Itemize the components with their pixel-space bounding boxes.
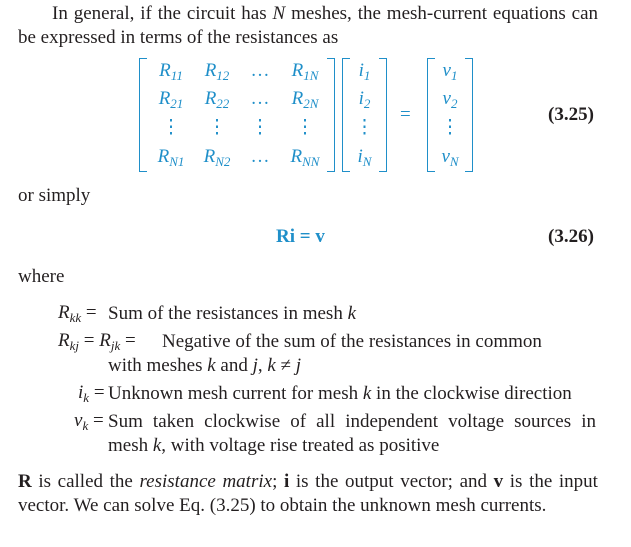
resistance-matrix [139,58,335,174]
equals-sign: = [400,104,411,125]
cell-vdots-2: ⋮ [207,117,227,138]
closing-paragraph [18,470,598,518]
equation-number-3-25: (3.25) [548,104,594,125]
cell-in: $i_N$ [357,146,372,169]
voltage-vector [427,58,473,174]
cell-r1n: $R_{1N}$ [291,60,319,83]
cell-r22: $R_{22}$ [204,88,230,111]
intro-paragraph [18,2,598,50]
or-simply-text: or simply [18,185,91,206]
cell-vn: $v_N$ [441,146,459,169]
compact-equation: Ri = v [276,226,325,247]
def-rhs-rkj-cont: with meshes k and j, k ≠ j [108,355,302,376]
cell-r12: $R_{12}$ [204,60,230,83]
def-lhs-rkj: $R_{kj} = R_{jk}$ = [58,330,136,353]
intro-text-1: In general, if the circuit has [52,3,273,24]
term-resistance-matrix: resistance matrix [139,471,273,492]
intro-text-2: meshes, the mesh-current equations can be expressed in terms of the resistances as [18,3,598,48]
def-lhs-rkk: $R_{kk}$ = [58,302,97,325]
term-v: v [493,471,504,492]
cell-v2: $v_2$ [442,88,458,111]
cell-dots-1: … [250,60,270,81]
cell-dots-2: … [250,88,270,109]
equation-number-3-26: (3.26) [548,226,594,247]
cell-r2n: $R_{2N}$ [291,88,319,111]
def-rhs-ik: Unknown mesh current for mesh k in the clockwise direction [108,383,572,404]
def-lhs-vk: $v_k$ = [74,410,104,433]
intro-var-n: N [272,3,286,24]
cell-r11: $R_{11}$ [159,60,183,83]
cell-r21: $R_{21}$ [158,88,184,111]
def-rhs-rkk: Sum of the resistances in mesh k [108,303,357,324]
cell-vdots-1: ⋮ [161,117,181,138]
cell-dots-4: … [250,146,270,167]
closing-text-1: is called the [31,471,140,492]
cell-rnn: $R_{NN}$ [290,146,320,169]
cell-i2: $i_2$ [358,88,371,111]
cell-vdots-3: ⋮ [250,117,270,138]
cell-v1: $v_1$ [442,60,458,83]
term-i: i [283,471,290,492]
where-text: where [18,266,65,287]
cell-rn1: $R_{N1}$ [157,146,185,169]
def-rhs-rkj: Negative of the sum of the resistances in common [162,331,542,352]
closing-text-4: is the input vector. We can solve Eq. (3.25) to obtain the unknown mesh currents. [18,471,598,516]
def-lhs-ik: $i_k$ = [78,382,105,405]
cell-vdots-4: ⋮ [295,117,315,138]
left-bracket [139,58,147,172]
current-vector [342,58,387,174]
def-rhs-vk: Sum taken clockwise of all independent voltage sources in mesh k, with voltage rise treated as positive [108,411,596,456]
term-r: R [18,471,32,492]
cell-rn2: $R_{N2}$ [203,146,231,169]
cell-i-vdots: ⋮ [355,117,374,138]
closing-text-3: is the output vector; and [289,471,494,492]
cell-v-vdots: ⋮ [440,117,460,138]
cell-i1: $i_1$ [358,60,371,83]
closing-text-2: ; [272,471,284,492]
